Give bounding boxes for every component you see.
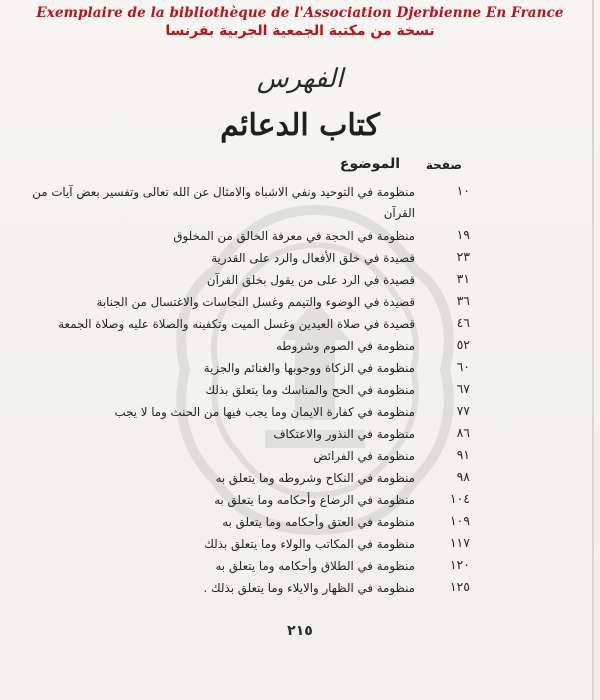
- toc-entry: [0, 488, 600, 510]
- toc-page-number: ١٢٠: [449, 557, 470, 572]
- toc-topic: منظومة في الحج والمناسك وما يتعلق بذلك: [205, 383, 415, 397]
- toc-page-number: ٢٣: [456, 249, 470, 264]
- toc-topic: منظومة في الطلاق وأحكامه وما يتعلق به: [215, 559, 415, 573]
- toc-entry: [0, 290, 600, 312]
- toc-entry: [0, 334, 600, 356]
- toc-page-number: ٤٦: [456, 315, 470, 330]
- toc-entry: [0, 554, 600, 576]
- toc-topic: قصيدة في خلق الأفعال والرد على القدرية: [211, 251, 415, 265]
- toc-topic: منظومة في العتق وأحكامه وما يتعلق به: [222, 515, 415, 529]
- toc-entry: [0, 466, 600, 488]
- toc-entry: [0, 422, 600, 444]
- toc-page-number: ٧٧: [456, 403, 470, 418]
- toc-page-number: ٨٦: [456, 425, 470, 440]
- book-title: كتاب الدعائم: [220, 108, 380, 143]
- toc-topic: منظومة في النكاح وشروطه وما يتعلق به: [215, 471, 415, 485]
- toc-entry: [0, 510, 600, 532]
- toc-topic: منظومة في الفرائض: [313, 449, 415, 463]
- toc-page-number: ١٩: [456, 227, 470, 242]
- toc-page-number: ٣٦: [456, 293, 470, 308]
- toc-topic: منظومة في كفارة الايمان وما يجب فيها من الحنث وما لا يجب: [114, 405, 415, 419]
- toc-entry: [0, 378, 600, 400]
- toc-topic: منظومة في الزكاة ووجوبها والغنائم والجزية: [203, 361, 415, 375]
- toc-page-number: ٣١: [456, 271, 470, 286]
- toc-entry: [0, 576, 600, 598]
- toc-topic: منظومة في الصوم وشروطه: [275, 339, 415, 353]
- toc-entry: [0, 224, 600, 246]
- toc-page-number: ٩٨: [456, 469, 470, 484]
- toc-entry: [0, 268, 600, 290]
- toc-page-number: ١١٧: [449, 535, 470, 550]
- toc-page-number: ٦٠: [456, 359, 470, 374]
- toc-page-number: ١٠٩: [449, 513, 470, 528]
- table-of-contents: [0, 180, 600, 598]
- toc-page-number: ٦٧: [456, 381, 470, 396]
- page-column-header: صفحة: [425, 158, 462, 172]
- toc-entry: [0, 532, 600, 554]
- toc-entry: [0, 180, 600, 224]
- toc-topic: منظومة في الظهار والايلاء وما يتعلق بذلك .: [203, 581, 415, 595]
- toc-topic: منظومة في الحجة في معرفة الخالق من المخلوق: [173, 229, 415, 243]
- index-heading: الفهرس: [256, 64, 344, 94]
- toc-topic: منظومة في النذور والاعتكاف: [273, 427, 415, 441]
- toc-entry: [0, 312, 600, 334]
- toc-page-number: ٩١: [456, 447, 470, 462]
- toc-page-number: ١٠: [456, 183, 470, 198]
- toc-entry: [0, 246, 600, 268]
- toc-topic: منظومة في المكاتب والولاء وما يتعلق بذلك: [204, 537, 415, 551]
- library-watermark-arabic: نسخة من مكتبة الجمعية الجربية بفرنسا: [165, 23, 435, 39]
- toc-entry: [0, 444, 600, 466]
- toc-topic: منظومة في الرضاع وأحكامه وما يتعلق به: [214, 493, 415, 507]
- toc-page-number: ١٢٥: [449, 579, 470, 594]
- toc-entry: [0, 400, 600, 422]
- toc-topic: قصيدة في الرد على من يقول بخلق القرآن: [206, 273, 415, 287]
- toc-topic: قصيدة في صلاة العيدين وغسل الميت وتكفينه والصلاة عليه وصلاة الجمعة: [58, 317, 415, 331]
- page-number: ٢١٥: [287, 623, 313, 639]
- toc-topic: قصيدة في الوضوء والتيمم وغسل النجاسات والاغتسال من الجنابة: [96, 295, 415, 309]
- library-watermark-french: Exemplaire de la bibliothèque de l'Association Djerbienne En France: [36, 5, 564, 21]
- toc-topic: منظومة في التوحيد ونفي الاشباه والامثال عن الله تعالى وتفسير بعض آيات من القرآن: [32, 185, 415, 220]
- toc-page-number: ١٠٤: [449, 491, 470, 506]
- topic-column-header: الموضوع: [339, 156, 400, 172]
- toc-page-number: ٥٢: [456, 337, 470, 352]
- toc-entry: [0, 356, 600, 378]
